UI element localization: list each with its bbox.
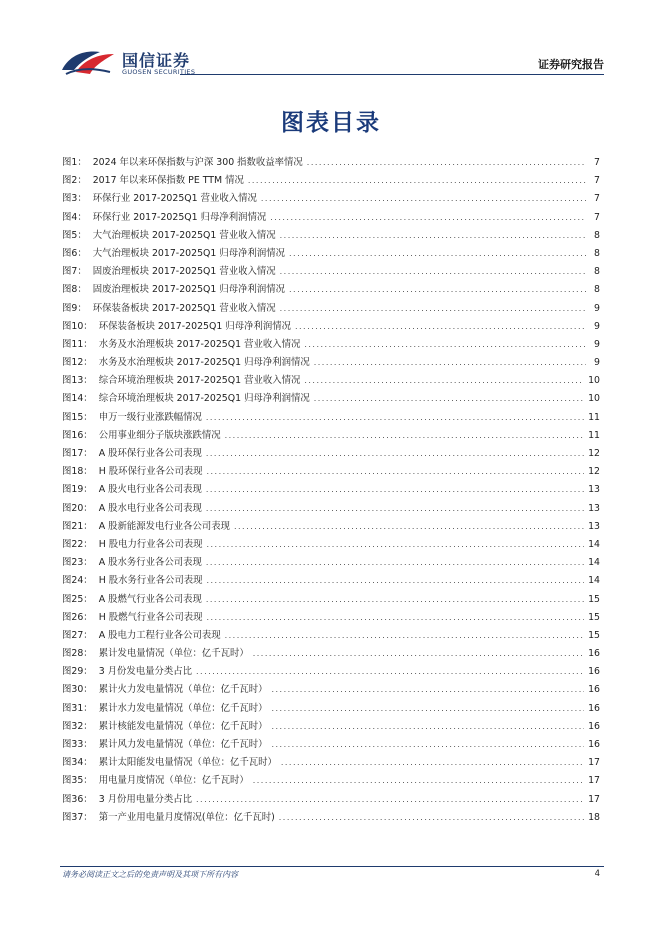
toc-item-title: 综合环境治理板块 2017-2025Q1 营业收入情况 xyxy=(98,375,301,387)
toc-dot-leader xyxy=(289,285,586,294)
toc-item-number: 图30： xyxy=(62,684,93,696)
toc-dot-leader xyxy=(206,558,584,567)
toc-item-number: 图29： xyxy=(62,666,93,678)
toc-dot-leader xyxy=(206,595,584,604)
toc-item-number: 图9： xyxy=(62,302,87,314)
toc-item[interactable] xyxy=(62,718,600,736)
toc-item-title: H 股水务行业各公司表现 xyxy=(98,575,203,587)
toc-dot-leader xyxy=(225,431,584,440)
toc-item[interactable] xyxy=(62,463,600,481)
toc-item[interactable] xyxy=(62,681,600,699)
toc-item-title: A 股火电行业各公司表现 xyxy=(98,484,202,496)
toc-item[interactable] xyxy=(62,318,600,336)
toc-dot-leader xyxy=(261,194,586,203)
toc-item-number: 图14： xyxy=(62,393,93,405)
toc-item-title: 环保行业 2017-2025Q1 营业收入情况 xyxy=(92,193,257,205)
toc-item[interactable] xyxy=(62,500,600,518)
toc-item-page: 16 xyxy=(588,666,600,678)
toc-dot-leader xyxy=(271,685,584,694)
toc-item-number: 图16： xyxy=(62,429,93,441)
toc-item-page: 14 xyxy=(588,538,600,550)
toc-item-title: 3 月份发电量分类占比 xyxy=(98,666,193,678)
toc-item-title: 大气治理板块 2017-2025Q1 营业收入情况 xyxy=(92,229,276,241)
toc-dot-leader xyxy=(280,231,586,240)
toc-item-number: 图3： xyxy=(62,193,87,205)
toc-item-title: A 股燃气行业各公司表现 xyxy=(98,593,202,605)
toc-item-page: 8 xyxy=(594,266,600,278)
toc-dot-leader xyxy=(314,358,586,367)
logo-text-en: GUOSEN SECURITIES xyxy=(122,68,196,76)
toc-item[interactable] xyxy=(62,372,600,390)
toc-dot-leader xyxy=(206,413,584,422)
toc-item-title: 累计核能发电量情况（单位：亿千瓦时） xyxy=(98,720,268,732)
toc-dot-leader xyxy=(280,267,586,276)
toc-item-page: 9 xyxy=(594,357,600,369)
toc-item-title: 环保行业 2017-2025Q1 归母净利润情况 xyxy=(92,211,267,223)
toc-item-title: A 股水电行业各公司表现 xyxy=(98,502,202,514)
page-number: 4 xyxy=(594,869,600,879)
toc-item-title: 固废治理板块 2017-2025Q1 营业收入情况 xyxy=(92,266,276,278)
toc-item-title: 水务及水治理板块 2017-2025Q1 营业收入情况 xyxy=(98,338,301,350)
toc-item-page: 15 xyxy=(588,593,600,605)
toc-item-page: 10 xyxy=(588,393,600,405)
toc-item-number: 图1： xyxy=(62,157,87,168)
toc-item-title: 综合环境治理板块 2017-2025Q1 归母净利润情况 xyxy=(98,393,310,405)
toc-item-page: 16 xyxy=(588,648,600,660)
toc-dot-leader xyxy=(271,704,584,713)
toc-item-number: 图15： xyxy=(62,411,93,423)
toc-dot-leader xyxy=(281,758,584,767)
toc-item-number: 图5： xyxy=(62,229,87,241)
toc-item[interactable] xyxy=(62,536,600,554)
toc-item-page: 14 xyxy=(588,575,600,587)
toc-item-title: 累计火力发电量情况（单位：亿千瓦时） xyxy=(98,684,268,696)
toc-item-page: 13 xyxy=(588,484,600,496)
toc-item-title: H 股电力行业各公司表现 xyxy=(98,538,203,550)
toc-item-title: 用电量月度情况（单位：亿千瓦时） xyxy=(98,775,249,787)
toc-item-title: 累计发电量情况（单位：亿千瓦时） xyxy=(98,648,249,660)
toc-item[interactable] xyxy=(62,281,600,299)
toc-dot-leader xyxy=(271,740,584,749)
toc-item[interactable] xyxy=(62,336,600,354)
footer-divider xyxy=(60,866,604,867)
toc-item-number: 图24： xyxy=(62,575,93,587)
toc-item-page: 16 xyxy=(588,720,600,732)
toc-item-number: 图22： xyxy=(62,538,93,550)
toc-item-title: A 股电力工程行业各公司表现 xyxy=(98,629,221,641)
toc-item-title: 水务及水治理板块 2017-2025Q1 归母净利润情况 xyxy=(98,357,310,369)
guosen-logo-icon xyxy=(60,46,116,76)
toc-dot-leader xyxy=(314,394,584,403)
toc-dot-leader xyxy=(307,158,586,167)
toc-item[interactable] xyxy=(62,791,600,809)
toc-item[interactable] xyxy=(62,518,600,536)
toc-item-page: 15 xyxy=(588,611,600,623)
toc-item-page: 9 xyxy=(594,302,600,314)
toc-item-number: 图17： xyxy=(62,448,93,459)
logo-text-cn: 国信证券 xyxy=(122,51,191,70)
toc-item[interactable] xyxy=(62,772,600,790)
figure-toc-list xyxy=(62,154,600,827)
toc-dot-leader xyxy=(304,340,586,349)
toc-item-page: 7 xyxy=(594,211,600,223)
toc-item-title: A 股水务行业各公司表现 xyxy=(98,557,202,569)
toc-item-title: 累计太阳能发电量情况（单位：亿千瓦时） xyxy=(98,757,277,769)
toc-item-page: 16 xyxy=(588,702,600,714)
toc-dot-leader xyxy=(225,631,584,640)
toc-item[interactable] xyxy=(62,172,600,190)
toc-dot-leader xyxy=(295,322,586,331)
toc-item-title: 公用事业细分子版块涨跌情况 xyxy=(98,429,221,441)
toc-item-number: 图34： xyxy=(62,757,93,769)
toc-item-title: 累计水力发电量情况（单位：亿千瓦时） xyxy=(98,702,268,714)
toc-item-page: 9 xyxy=(594,338,600,350)
toc-item-page: 17 xyxy=(588,793,600,805)
toc-dot-leader xyxy=(270,213,586,222)
toc-item-page: 7 xyxy=(594,193,600,205)
toc-item[interactable] xyxy=(62,645,600,663)
toc-item[interactable] xyxy=(62,300,600,318)
toc-item-page: 13 xyxy=(588,520,600,532)
report-type-label: 证券研究报告 xyxy=(538,58,604,71)
toc-item-number: 图8： xyxy=(62,284,87,296)
toc-item-page: 12 xyxy=(588,448,600,459)
toc-item-number: 图10： xyxy=(62,320,93,332)
toc-item-page: 11 xyxy=(588,411,600,423)
toc-item-title: 第一产业用电量月度情况(单位：亿千瓦时) xyxy=(98,811,275,823)
toc-item-page: 10 xyxy=(588,375,600,387)
toc-item-page: 11 xyxy=(588,429,600,441)
toc-item-number: 图35： xyxy=(62,775,93,787)
toc-item-page: 15 xyxy=(588,629,600,641)
toc-item-page: 8 xyxy=(594,247,600,259)
toc-item-page: 7 xyxy=(594,157,600,168)
toc-item[interactable] xyxy=(62,263,600,281)
toc-item-number: 图33： xyxy=(62,739,93,750)
toc-item-page: 13 xyxy=(588,502,600,514)
toc-dot-leader xyxy=(206,576,584,585)
toc-item[interactable] xyxy=(62,627,600,645)
toc-item-page: 8 xyxy=(594,229,600,241)
toc-item-title: H 股环保行业各公司表现 xyxy=(98,466,203,478)
header-divider xyxy=(180,74,604,75)
toc-item-number: 图12： xyxy=(62,357,93,369)
toc-item-number: 图23： xyxy=(62,557,93,569)
toc-dot-leader xyxy=(280,304,586,313)
toc-item-title: 环保装备板块 2017-2025Q1 营业收入情况 xyxy=(92,302,276,314)
toc-item-title: 固废治理板块 2017-2025Q1 归母净利润情况 xyxy=(92,284,285,296)
toc-item-title: 环保装备板块 2017-2025Q1 归母净利润情况 xyxy=(98,320,291,332)
toc-item[interactable] xyxy=(62,154,600,172)
toc-dot-leader xyxy=(206,485,584,494)
toc-item[interactable] xyxy=(62,354,600,372)
toc-item[interactable] xyxy=(62,409,600,427)
toc-item-number: 图7： xyxy=(62,266,87,278)
toc-item-number: 图21： xyxy=(62,520,93,532)
toc-dot-leader xyxy=(206,449,584,458)
toc-dot-leader xyxy=(289,249,586,258)
toc-dot-leader xyxy=(206,504,584,513)
toc-item-number: 图28： xyxy=(62,648,93,660)
toc-item-number: 图32： xyxy=(62,720,93,732)
toc-item-title: 大气治理板块 2017-2025Q1 归母净利润情况 xyxy=(92,247,285,259)
toc-item-number: 图27： xyxy=(62,629,93,641)
toc-item-title: 3 月份用电量分类占比 xyxy=(98,793,193,805)
toc-item-title: 2024 年以来环保指数与沪深 300 指数收益率情况 xyxy=(92,157,303,168)
toc-dot-leader xyxy=(253,776,584,785)
toc-item-number: 图4： xyxy=(62,211,87,223)
page-header xyxy=(60,44,604,78)
toc-item-page: 9 xyxy=(594,320,600,332)
toc-item-title: 申万一级行业涨跌幅情况 xyxy=(98,411,202,423)
toc-item-page: 17 xyxy=(588,757,600,769)
toc-item[interactable] xyxy=(62,700,600,718)
toc-item[interactable] xyxy=(62,427,600,445)
toc-item[interactable] xyxy=(62,481,600,499)
toc-item-page: 12 xyxy=(588,466,600,478)
toc-dot-leader xyxy=(279,813,584,822)
toc-item[interactable] xyxy=(62,754,600,772)
toc-item-number: 图25： xyxy=(62,593,93,605)
toc-dot-leader xyxy=(196,795,584,804)
toc-dot-leader xyxy=(271,722,584,731)
toc-item[interactable] xyxy=(62,663,600,681)
toc-item-title: 2017 年以来环保指数 PE TTM 情况 xyxy=(92,175,244,187)
toc-item-page: 16 xyxy=(588,684,600,696)
footer-disclaimer: 请务必阅读正文之后的免责声明及其项下所有内容 xyxy=(62,870,238,879)
toc-item[interactable] xyxy=(62,591,600,609)
toc-dot-leader xyxy=(206,467,584,476)
toc-item-number: 图19： xyxy=(62,484,93,496)
toc-dot-leader xyxy=(234,522,584,531)
toc-item-page: 18 xyxy=(588,811,600,823)
toc-item-number: 图20： xyxy=(62,502,93,514)
toc-item-number: 图2： xyxy=(62,175,87,187)
toc-item[interactable] xyxy=(62,190,600,208)
toc-item-number: 图11： xyxy=(62,338,93,350)
toc-item-page: 16 xyxy=(588,739,600,750)
toc-item-title: A 股环保行业各公司表现 xyxy=(98,448,202,459)
toc-item-page: 17 xyxy=(588,775,600,787)
toc-item-page: 8 xyxy=(594,284,600,296)
toc-item-number: 图6： xyxy=(62,247,87,259)
toc-item[interactable] xyxy=(62,445,600,463)
toc-item[interactable] xyxy=(62,809,600,827)
toc-item[interactable] xyxy=(62,390,600,408)
toc-item[interactable] xyxy=(62,572,600,590)
toc-item-number: 图37： xyxy=(62,811,93,823)
toc-dot-leader xyxy=(248,176,586,185)
toc-item[interactable] xyxy=(62,245,600,263)
toc-item-page: 7 xyxy=(594,175,600,187)
toc-dot-leader xyxy=(304,376,584,385)
toc-item-number: 图26： xyxy=(62,611,93,623)
toc-dot-leader xyxy=(206,540,584,549)
toc-item-number: 图31： xyxy=(62,702,93,714)
toc-item-title: H 股燃气行业各公司表现 xyxy=(98,611,203,623)
toc-item[interactable] xyxy=(62,209,600,227)
toc-item-title: A 股新能源发电行业各公司表现 xyxy=(98,520,230,532)
toc-item-number: 图18： xyxy=(62,466,93,478)
toc-dot-leader xyxy=(253,649,584,658)
toc-item-number: 图36： xyxy=(62,793,93,805)
toc-item-page: 14 xyxy=(588,557,600,569)
company-logo xyxy=(60,44,240,78)
toc-dot-leader xyxy=(206,613,584,622)
page-title: 图表目录 xyxy=(281,110,381,136)
toc-item[interactable] xyxy=(62,227,600,245)
toc-item[interactable] xyxy=(62,554,600,572)
toc-dot-leader xyxy=(196,667,584,676)
toc-item-title: 累计风力发电量情况（单位：亿千瓦时） xyxy=(98,739,268,750)
toc-item[interactable] xyxy=(62,736,600,754)
toc-item[interactable] xyxy=(62,609,600,627)
toc-item-number: 图13： xyxy=(62,375,93,387)
